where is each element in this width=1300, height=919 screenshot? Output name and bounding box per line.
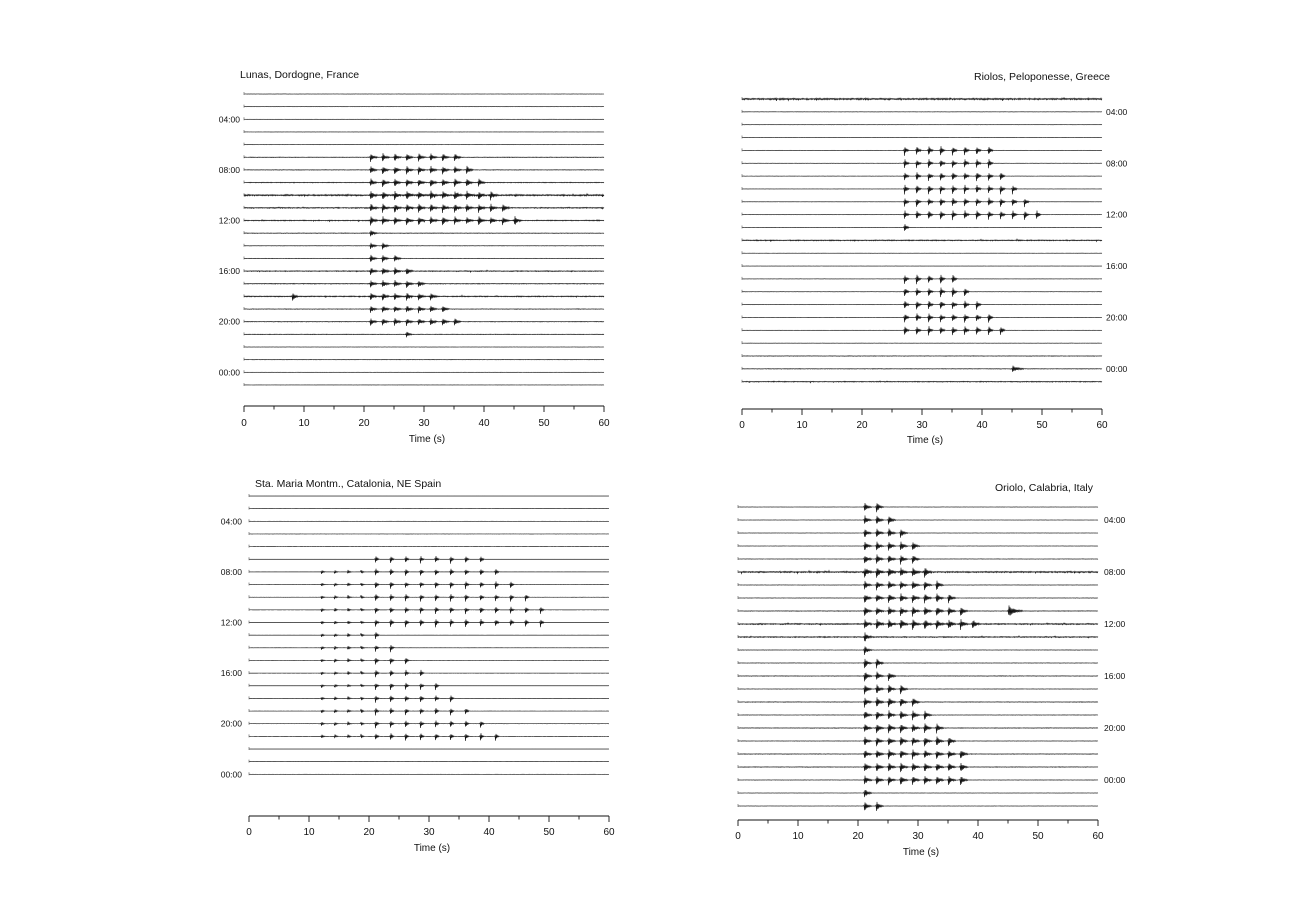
hour-label: 12:00 <box>1104 619 1126 629</box>
hour-label: 08:00 <box>1106 158 1128 169</box>
x-tick-label: 20 <box>363 827 375 838</box>
hour-label: 04:00 <box>218 114 240 125</box>
x-tick-label: 0 <box>735 831 741 842</box>
hour-label: 08:00 <box>220 566 242 577</box>
hour-label: 20:00 <box>220 718 242 729</box>
x-tick-label: 60 <box>603 827 615 838</box>
hour-label: 00:00 <box>1104 775 1126 785</box>
x-tick-label: 10 <box>298 418 310 429</box>
hour-label: 12:00 <box>220 617 242 628</box>
hour-label: 20:00 <box>1106 312 1128 323</box>
panel-title-lunas: Lunas, Dordogne, France <box>240 69 360 81</box>
hour-label: 00:00 <box>1106 363 1128 374</box>
x-tick-label: 40 <box>483 827 495 838</box>
x-tick-label: 40 <box>976 420 988 431</box>
x-tick-label: 30 <box>418 418 430 429</box>
x-tick-label: 50 <box>543 827 555 838</box>
x-tick-label: 60 <box>598 418 610 429</box>
hour-label: 00:00 <box>218 367 240 378</box>
x-axis-label-oriolo: Time (s) <box>902 847 940 858</box>
hour-label: 20:00 <box>218 316 240 327</box>
x-tick-label: 30 <box>912 831 924 842</box>
x-tick-label: 50 <box>538 418 550 429</box>
x-tick-label: 50 <box>1032 831 1044 842</box>
hour-label: 04:00 <box>1104 515 1126 525</box>
hour-label: 12:00 <box>218 215 240 226</box>
x-tick-label: 0 <box>246 827 252 838</box>
hour-label: 16:00 <box>1104 671 1126 681</box>
hour-label: 16:00 <box>1106 261 1128 272</box>
x-tick-label: 40 <box>478 418 490 429</box>
hour-label: 08:00 <box>1104 567 1126 577</box>
x-tick-label: 10 <box>303 827 315 838</box>
x-tick-label: 60 <box>1092 831 1104 842</box>
hour-label: 00:00 <box>220 769 242 780</box>
x-tick-label: 20 <box>358 418 370 429</box>
hour-label: 12:00 <box>1106 209 1128 220</box>
x-axis-label-riolos: Time (s) <box>906 435 944 446</box>
x-tick-label: 10 <box>792 831 804 842</box>
panel-title-riolos: Riolos, Peloponesse, Greece <box>974 71 1110 83</box>
x-tick-label: 0 <box>739 420 745 431</box>
x-axis-label-lunas: Time (s) <box>408 434 446 445</box>
x-tick-label: 50 <box>1036 420 1048 431</box>
hour-label: 04:00 <box>1106 106 1128 117</box>
hour-label: 16:00 <box>218 266 240 277</box>
x-tick-label: 30 <box>423 827 435 838</box>
panel-title-sta-maria: Sta. Maria Montm., Catalonia, NE Spain <box>255 478 442 490</box>
hour-label: 16:00 <box>220 668 242 679</box>
hour-label: 04:00 <box>220 516 242 527</box>
x-tick-label: 40 <box>972 831 984 842</box>
x-tick-label: 10 <box>796 420 808 431</box>
x-tick-label: 0 <box>241 418 247 429</box>
hour-label: 20:00 <box>1104 723 1126 733</box>
seismic-trace <box>244 359 604 360</box>
x-axis-label-sta-maria: Time (s) <box>413 843 451 854</box>
x-tick-label: 20 <box>852 831 864 842</box>
hour-label: 08:00 <box>218 164 240 175</box>
x-tick-label: 20 <box>856 420 868 431</box>
x-tick-label: 30 <box>916 420 928 431</box>
panel-title-oriolo: Oriolo, Calabria, Italy <box>994 482 1093 494</box>
x-tick-label: 60 <box>1096 420 1108 431</box>
